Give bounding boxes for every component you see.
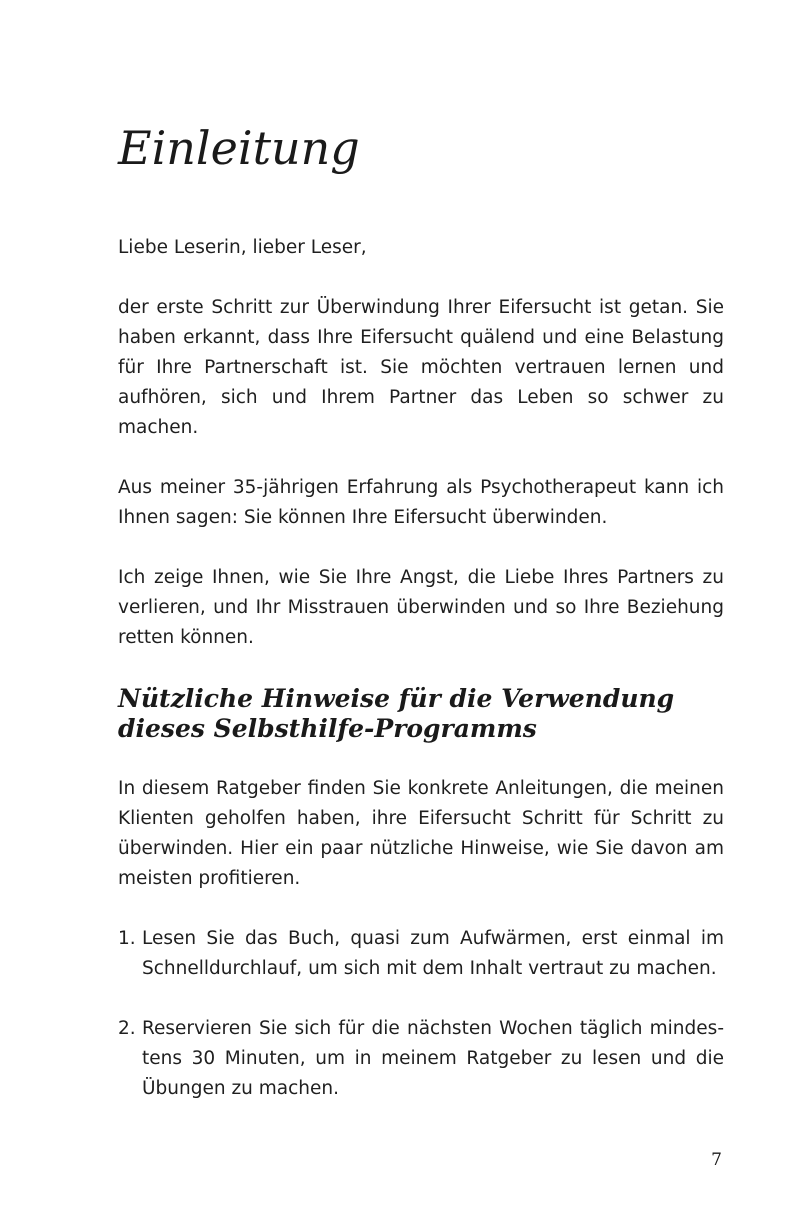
page-body [118,233,724,1134]
list-item [118,1014,724,1104]
section-paragraph: In diesem Ratgeber finden Sie konkrete Anleitungen, die meinen Klienten geholfen haben, ihre Eifersucht Schritt für Schritt zu überwinden. Hier ein paar nützliche Hinweise, wie Sie davon am meisten profitieren. [118,778,724,889]
list-item [118,924,724,984]
tips-list [118,924,724,1104]
salutation: Liebe Leserin, lieber Leser, [118,237,367,258]
list-item-text: Reservieren Sie sich für die nächsten Wochen täglich mindestens 30 Minuten, um in meinem Ratgeber zu lesen und die Übungen zu machen. [142,1018,724,1099]
intro-paragraph-2: Aus meiner 35-jährigen Erfahrung als Psychotherapeut kann ich Ihnen sagen: Sie können Ihre Eifersucht überwinden. [118,477,724,528]
list-item-number: 2. [118,1018,136,1039]
chapter-title: Einleitung [118,121,360,175]
intro-paragraph-3: Ich zeige Ihnen, wie Sie Ihre Angst, die Liebe Ihres Partners zu verlieren, und Ihr Misstrauen überwinden und so Ihre Beziehung retten können. [118,567,724,648]
list-item-text: Lesen Sie das Buch, quasi zum Aufwärmen, erst einmal im Schnelldurchlauf, um sich mit dem Inhalt vertraut zu machen. [142,928,724,979]
intro-paragraph-1: der erste Schritt zur Überwindung Ihrer Eifersucht ist getan. Sie haben erkannt, dass Ihre Eifersucht quälend und eine Belastung für Ihre Partnerschaft ist. Sie möchten vertrauen lernen und aufhören, sich und Ihrem Partner das Leben so schwer zu machen. [118,297,724,438]
page-number: 7 [711,1150,722,1170]
section-heading: Nützliche Hinweise für die Verwendung dieses Selbsthilfe-Programms [118,684,675,743]
list-item-number: 1. [118,928,136,949]
